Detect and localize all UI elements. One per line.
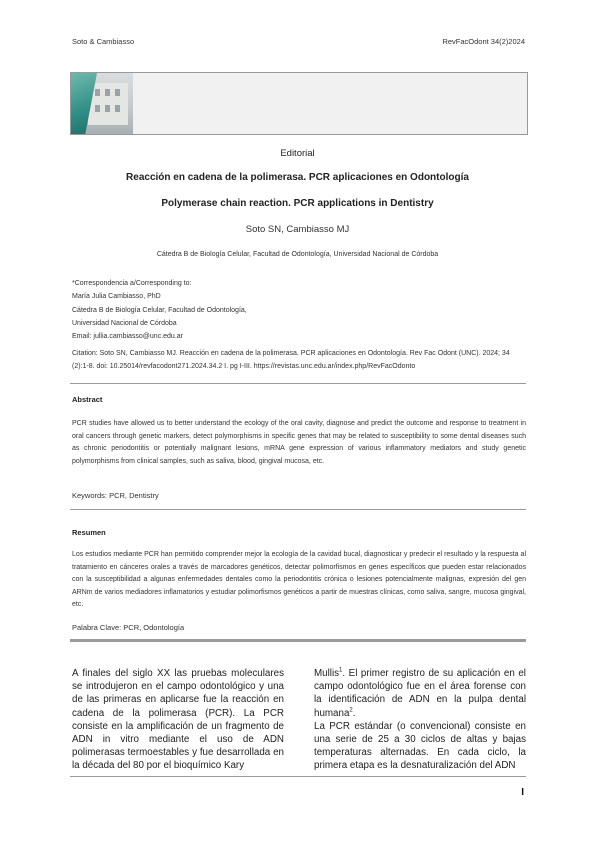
body-column-right <box>314 667 526 773</box>
citation: Citation: Soto SN, Cambiasso MJ. Reacción en cadena de la polimerasa. PCR aplicaciones en Odontología. Rev Fac Odont (UNC). 2024; 34 (2):1-8. doi: 10.25014/revfacodont271.2024.34.2 I. pg I-III. https://revistas.unc.edu.ar/index.php/RevFacOdonto <box>72 350 510 370</box>
banner-building-photo <box>71 73 133 134</box>
abstract-text: PCR studies have allowed us to better understand the ecology of the oral cavity, diagnose and predict the outcome and response to treatment in oral cancers through genetic markers, detect polymorphisms in specific genes that may be related to susceptibility to some dental diseases such as chronic periodontitis or potentially malignant lesions, mRNA gene expression of various inflammatory mediators and study genetic polymorphisms from clinical samples, such as saliva, blood, gingival mucosa, etc. <box>72 420 526 465</box>
divider <box>70 509 526 510</box>
correspondence-block <box>72 277 247 343</box>
section-divider <box>70 639 526 642</box>
running-header-journal: RevFacOdont 34(2)2024 <box>442 37 525 46</box>
correspondence-label: *Correspondencia a/Corresponding to: <box>72 280 192 287</box>
abstract-heading: Abstract <box>72 395 103 404</box>
section-label: Editorial <box>280 148 315 159</box>
body-column-left: A finales del siglo XX las pruebas moleculares se introdujeron en el campo odontológico y una de las primeras en aplicarse fue la reacción en cadena de la polimerasa (PCR). La PCR consiste en la amplificación de un fragmento de ADN in vitro mediante el uso de ADN polimerasas termoestables y fue desarrollada en la década del 80 por el bioquímico Kary <box>72 668 284 772</box>
journal-banner <box>70 72 528 135</box>
footnote-ref: 2 <box>349 707 353 714</box>
resumen-text: Los estudios mediante PCR han permitido comprender mejor la ecología de la cavidad bucal, diagnosticar y predecir el resultado y la respuesta al tratamiento en cánceres orales a través de marcadores genéticos, detectar polimorfismos en genes específicos que pueden estar relacionados con la susceptibilidad a algunas enfermedades dentales como la periodontitis crónica o lesiones potencialmente malignas, expresión del gen ARNm de varios mediadores inflamatorios y estudiar polimorfismos genéticos a partir de muestras clínicas, como saliva, sangre, mucosa gingival, etc. <box>72 551 526 609</box>
footnote-ref: 1 <box>339 667 343 674</box>
correspondence-dept: Cátedra B de Biología Celular, Facultad de Odontología, <box>72 306 247 314</box>
divider <box>70 383 526 384</box>
authors: Soto SN, Cambiasso MJ <box>245 224 350 235</box>
abstract-keywords: Keywords: PCR, Dentistry <box>72 491 159 500</box>
resumen-keywords: Palabra Clave: PCR, Odontología <box>72 623 185 632</box>
affiliation: Cátedra B de Biología Celular, Facultad de Odontología, Universidad Nacional de Córdoba <box>156 251 439 258</box>
title-english: Polymerase chain reaction. PCR applications in Dentistry <box>161 198 434 209</box>
correspondence-name: María Julia Cambiasso, PhD <box>72 293 161 301</box>
resumen-heading: Resumen <box>72 528 106 537</box>
correspondence-email: Email: jullia.cambiasso@unc.edu.ar <box>72 333 183 341</box>
title-spanish: Reacción en cadena de la polimerasa. PCR aplicaciones en Odontología <box>126 172 469 183</box>
footer-divider <box>70 776 526 777</box>
body-paragraph: Mullis$^1$. El primer registro de su aplicación en el campo odontológico fue en el área forense con la identificación de ADN en la pulpa dental humana$^2$. <box>314 667 526 719</box>
correspondence-univ: Universidad Nacional de Córdoba <box>72 319 177 327</box>
page-number: I <box>521 787 524 798</box>
body-paragraph: La PCR estándar (o convencional) consiste en una serie de 25 a 30 ciclos de altas y bajas temperaturas alternadas. En cada ciclo, la primera etapa es la desnaturalización del ADN <box>314 720 526 772</box>
running-header-authors: Soto & Cambiasso <box>72 37 135 46</box>
